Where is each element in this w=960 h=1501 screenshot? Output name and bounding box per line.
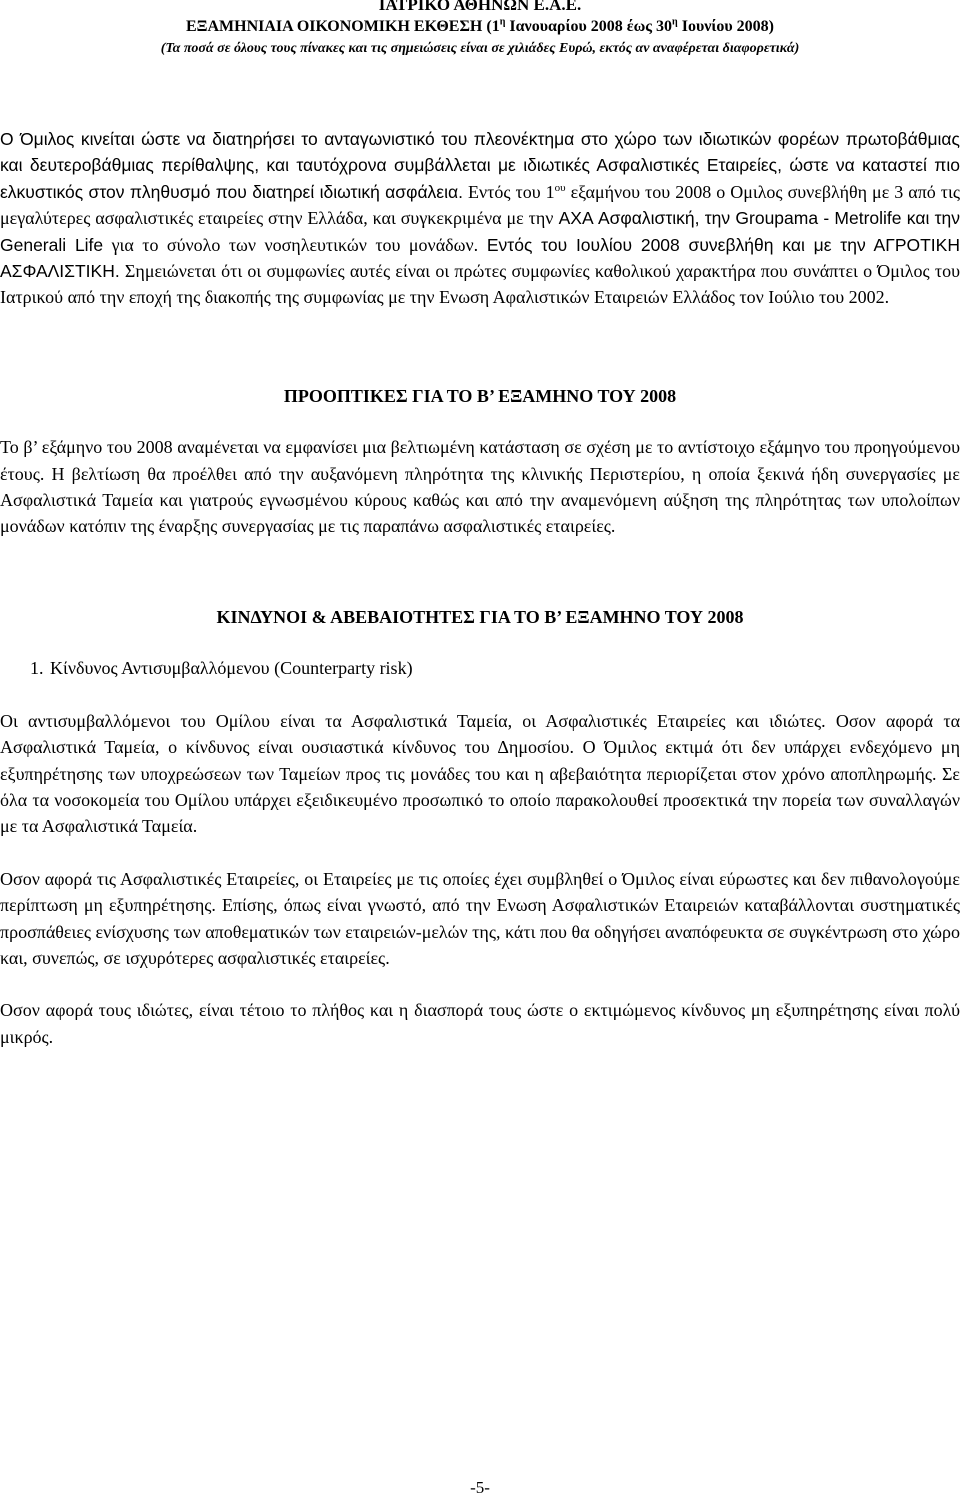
- risks-heading: ΚΙΝΔΥΝΟΙ & ΑΒΕΒΑΙΟΤΗΤΕΣ ΓΙΑ ΤΟ Β’ ΕΞΑΜΗΝΟ ΤΟΥ 2008: [216, 606, 744, 627]
- report-title-part-c: Ιουνίου 2008): [677, 18, 775, 35]
- para1-serif-c: για το σύνολο των νοσηλευτικών του μονάδων.: [103, 234, 479, 255]
- outlook-heading: ΠΡΟΟΠΤΙΚΕΣ ΓΙΑ ΤΟ Β’ ΕΞΑΜΗΝΟ ΤΟΥ 2008: [283, 385, 677, 406]
- spacer: [0, 682, 960, 708]
- para1-serif-a: Εντός του 1: [462, 181, 555, 202]
- risk-item-number: 1.: [30, 658, 44, 679]
- page-header: [0, 0, 960, 60]
- risk-item-title: Κίνδυνος Αντισυμβαλλόμενου (Counterparty risk): [50, 658, 413, 679]
- outlook-paragraph: Το β’ εξάμηνο του 2008 αναμένεται να εμφανίσει μια βελτιωμένη κατάσταση σε σχέση με το αντίστοιχο εξάμηνο του προηγούμενου έτους. Η βελτίωση θα προέλθει από την αυξανόμενη πληρότητα της κλινικής Περιστερίου, η οποία ξεκινά ήδη συνεργασίες με Ασφαλιστικά Ταμεία και γιατρούς εγνωσμένου κύρους καθώς και από την αναμενόμενη αύξηση της πληρότητας των υπολοίπων μονάδων κατόπιν της έναρξης συνεργασίας με τις παραπάνω ασφαλιστικές εταιρείες.: [0, 437, 960, 537]
- currency-note: (Τα ποσά σε όλους τους πίνακες και τις σημειώσεις είναι σε χιλιάδες Ευρώ, εκτός αν αναφέρεται διαφορετικά): [160, 41, 800, 56]
- spacer: [0, 971, 960, 997]
- document-body: [0, 126, 960, 1050]
- spacer: [0, 630, 960, 655]
- counterparty-paragraph-1: Οι αντισυμβαλλόμενοι του Ομίλου είναι τα Ασφαλιστικά Ταμεία, οι Ασφαλιστικές Εταιρείες και ιδιώτες. Οσον αφορά τα Ασφαλιστικά Ταμεία, ο κίνδυνος είναι ουσιαστικά κίνδυνος του Δημοσίου. Ο Όμιλος εκτιμά ότι δεν υπάρχει ενδεχόμενο μη εξυπηρέτησης των υποχρεώσεων των Ταμείων προς τις μονάδες του και η αβεβαιότητα περιορίζεται στον χρόνο αποπληρωμής. Σε όλα τα νοσοκομεία του Ομίλου υπάρχει εξειδικευμένο προσωπικό το οποίο παρακολουθεί προσεκτικά την πορεία των συναλλαγών με τα Ασφαλιστικά Ταμεία.: [0, 710, 960, 837]
- spacer: [0, 409, 960, 434]
- counterparty-paragraph-3: Οσον αφορά τους ιδιώτες, είναι τέτοιο το πλήθος και η διασπορά τους ώστε ο εκτιμώμενος κίνδυνος μη εξυπηρέτησης είναι πολύ μικρός.: [0, 1000, 960, 1047]
- risk-item-1: [0, 655, 960, 681]
- report-title-sup-1: η: [499, 16, 506, 28]
- spacer: [0, 540, 960, 604]
- company-name: ΙΑΤΡΙΚΟ ΑΘΗΝΩΝ Ε.Α.Ε.: [378, 0, 582, 14]
- para1-sans-b: AXA Ασφαλιστική, την Groupama - Metrolife και την Generali Life: [0, 208, 960, 255]
- para1-serif-d: Σημειώνεται ότι οι συμφωνίες αυτές είναι οι πρώτες συμφωνίες καθολικού χαρακτήρα που συνάπτει ο Όμιλος του Ιατρικού από την εποχή της διακοπής της συμφωνίας με την Ενωση Αφαλιστικών Εταιρειών Ελλάδος τον Ιούλιο του 2002.: [0, 261, 960, 308]
- page-number: -5-: [470, 1478, 490, 1497]
- spacer: [0, 311, 960, 383]
- report-title-part-b: Ιανουαρίου 2008 έως 30: [505, 18, 673, 35]
- spacer: [0, 840, 960, 866]
- insurance-agreements-paragraph: [0, 126, 960, 311]
- para1-sans-a: Ο Όμιλος κινείται ώστε να διατηρήσει το ανταγωνιστικό του πλεονέκτημα στο χώρο των ιδιωτικών φορέων πρωτοβάθμιας και δευτεροβάθμιας περίθαλψης, και ταυτόχρονα συμβάλλεται με ιδιωτικές Ασφαλιστικές Εταιρείες, ώστε να καταστεί πιο ελκυστικός στον πληθυσμό που διατηρεί ιδιωτική ασφάλεια.: [0, 129, 960, 202]
- para1-serif-b: εξαμήνου του 2008 ο Ομιλος συνεβλήθη με 3 από τις μεγαλύτερες ασφαλιστικές εταιρείες στην Ελλάδα, και συγκεκριμένα με την: [0, 181, 960, 229]
- counterparty-paragraph-2: Οσον αφορά τις Ασφαλιστικές Εταιρείες, οι Εταιρείες με τις οποίες έχει συμβληθεί ο Όμιλος είναι εύρωστες και δεν πιθανολογούμε περίπτωση μη εξυπηρέτησης. Επίσης, όπως είναι γνωστό, από την Ενωση Ασφαλιστικών Εταιρειών καταβάλλονται συστηματικές προσπάθειες ενίσχυσης των αποθεματικών των εταιρειών-μελών της, κάτι που θα οδηγήσει αναπόφευκτα σε συγκέντρωση στο χώρο και, συνεπώς, σε ισχυρότερες ασφαλιστικές εταιρείες.: [0, 868, 960, 968]
- report-title-sup-2: η: [672, 16, 678, 28]
- report-title: [0, 16, 960, 38]
- report-title-part-a: ΕΞΑΜΗΝΙΑΙΑ ΟΙΚΟΝΟΜΙΚΗ ΕΚΘΕΣΗ (1: [185, 18, 500, 35]
- para1-ordinal-sup: ου: [554, 181, 566, 194]
- para1-sans-c: Εντός του Ιουλίου 2008 συνεβλήθη και με την ΑΓΡΟΤΙΚΗ ΑΣΦΑΛΙΣΤΙΚΗ.: [0, 234, 960, 282]
